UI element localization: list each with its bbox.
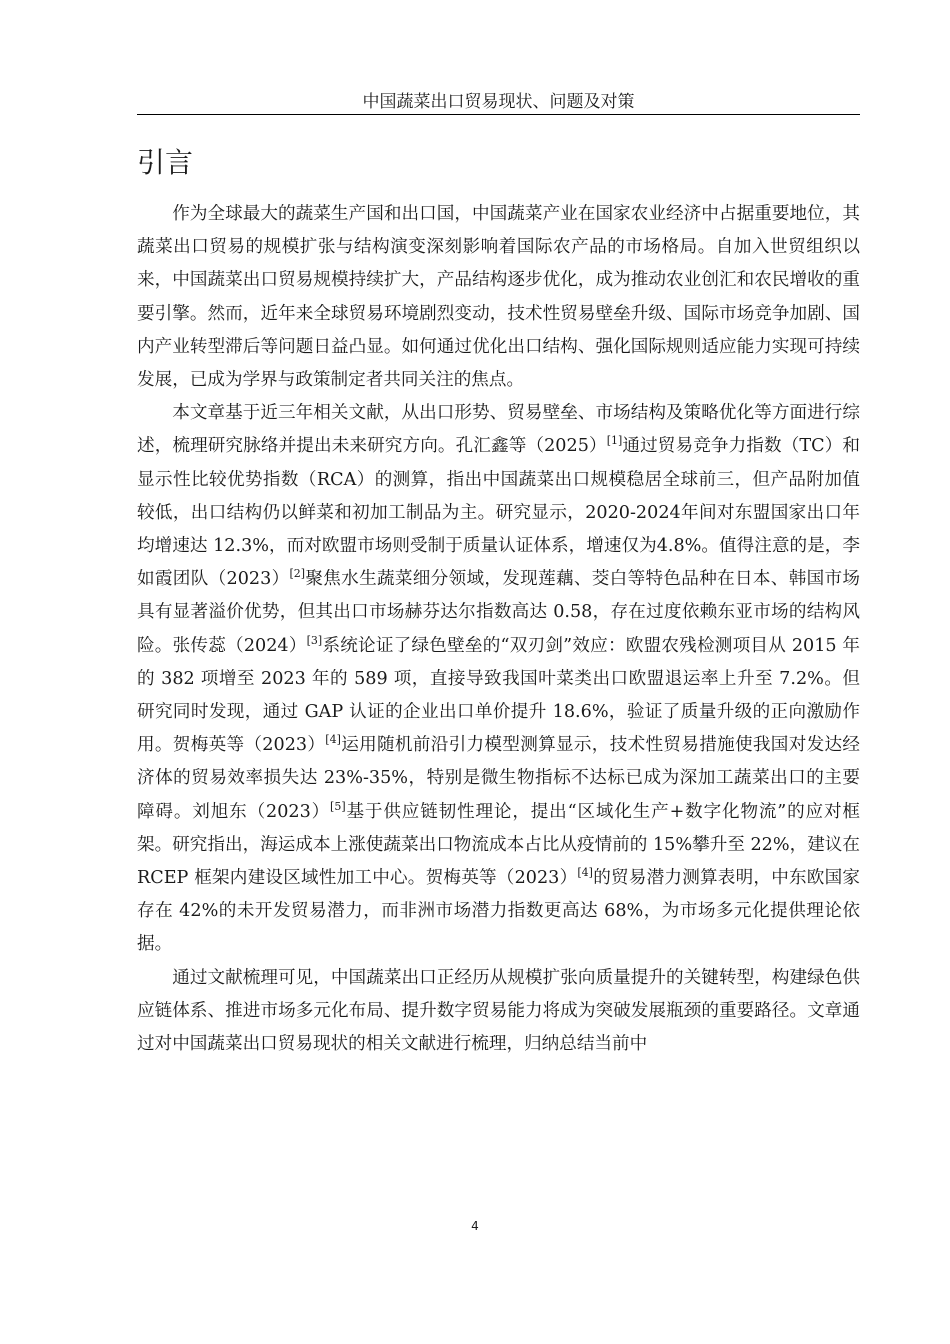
paragraph-text: 的贸易潜力测算表明，中东欧国家存在 42%的未开发贸易潜力，而非洲市场潜力指数更高达 68%，为市场多元化提供理论依据。 <box>137 868 860 955</box>
citation-ref: [4] <box>577 866 593 880</box>
page-number: 4 <box>471 1219 479 1233</box>
body-text <box>137 198 860 1061</box>
paragraph-literature-review <box>137 397 860 961</box>
paragraph-text: 系统论证了绿色壁垒的“双刃剑”效应：欧盟农残检测项目从 2015 年的 382 项增至 2023 年的 589 项，直接导致我国叶菜类出口欧盟退运率上升至 7.2%。但研究同时发现，通过 GAP 认证的企业出口单价提升 18.6%，验证了质量升级的正向激励作用。贺梅英等（2023） <box>137 635 861 756</box>
paragraph-text: 通过贸易竞争力指数（TC）和显示性比较优势指数（RCA）的测算，指出中国蔬菜出口规模稳居全球前三，但产品附加值较低，出口结构仍以鲜菜和初加工制品为主。研究显示，2020-2024年间对东盟国家出口年均增速达 12.3%，而对欧盟市场则受制于质量认证体系，增速仅为4.8%。值得注意的是，李如霞团队（2023） <box>137 436 861 590</box>
citation-ref: [3] <box>306 633 323 647</box>
citation-ref: [1] <box>606 434 623 448</box>
paragraph-text: 基于供应链韧性理论，提出“区域化生产+数字化物流”的应对框架。研究指出，海运成本上涨使蔬菜出口物流成本占比从疫情前的 15%攀升至 22%，建议在 RCEP 框架内建设区域性加工中心。贺梅英等（2023） <box>137 801 861 889</box>
paragraph-text: 聚焦水生蔬菜细分领域，发现莲藕、茭白等特色品种在日本、韩国市场具有显著溢价优势，但其出口市场赫芬达尔指数高达 0.58，存在过度依赖东亚市场的结构风险。张传蕊（2024） <box>137 569 860 656</box>
paragraph-text: 运用随机前沿引力模型测算显示，技术性贸易措施使我国对发达经济体的贸易效率损失达 23%-35%，特别是微生物指标不达标已成为深加工蔬菜出口的主要障碍。刘旭东（2023） <box>137 735 860 822</box>
citation-ref: [5] <box>330 799 346 813</box>
paragraph-conclusion: 通过文献梳理可见，中国蔬菜出口正经历从规模扩张向质量提升的关键转型，构建绿色供应链体系、推进市场多元化布局、提升数字贸易能力将成为突破发展瓶颈的重要路径。文章通过对中国蔬菜出口贸易现状的相关文献进行梳理，归纳总结当前中 <box>137 967 860 1055</box>
citation-ref: [4] <box>325 733 341 747</box>
header-rule <box>137 114 860 115</box>
paragraph-intro: 作为全球最大的蔬菜生产国和出口国，中国蔬菜产业在国家农业经济中占据重要地位，其蔬菜出口贸易的规模扩张与结构演变深刻影响着国际农产品的市场格局。自加入世贸组织以来，中国蔬菜出口贸易规模持续扩大，产品结构逐步优化，成为推动农业创汇和农民增收的重要引擎。然而，近年来全球贸易环境剧烈变动，技术性贸易壁垒升级、国际市场竞争加剧、国内产业转型滞后等问题日益凸显。如何通过优化出口结构、强化国际规则适应能力实现可持续发展，已成为学界与政策制定者共同关注的焦点。 <box>137 204 860 391</box>
citation-ref: [2] <box>289 567 306 581</box>
section-heading: 引言 <box>137 146 194 179</box>
running-header: 中国蔬菜出口贸易现状、问题及对策 <box>362 92 635 112</box>
paragraph-text: 本文章基于近三年相关文献，从出口形势、贸易壁垒、市场结构及策略优化等方面进行综述，梳理研究脉络并提出未来研究方向。孔汇鑫等（2025） <box>137 403 860 457</box>
